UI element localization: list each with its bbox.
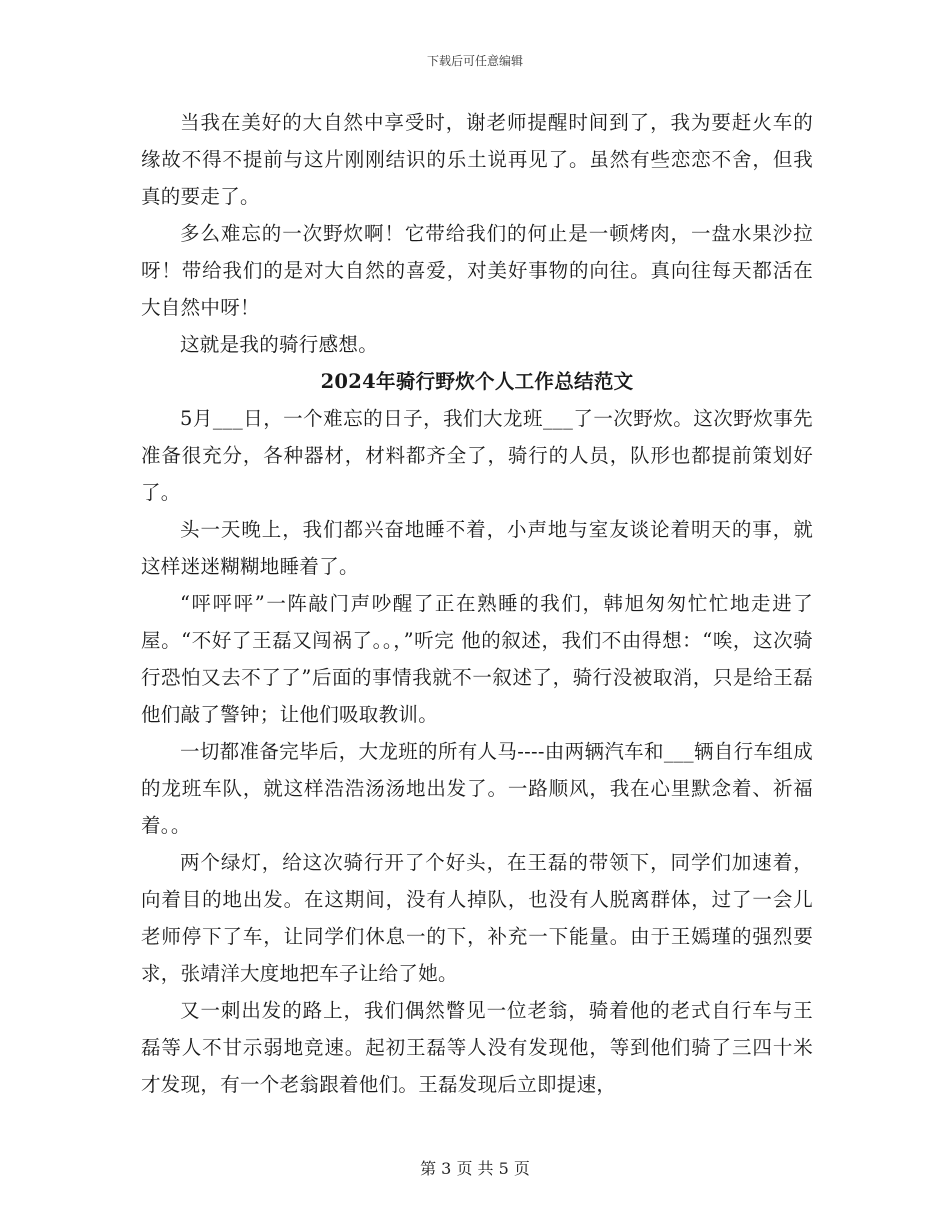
document-body	[141, 104, 813, 1103]
paragraph: 头一天晚上，我们都兴奋地睡不着，小声地与室友谈论着明天的事，就这样迷迷糊糊地睡着了。	[141, 518, 813, 578]
page-header: 下载后可任意编辑	[426, 54, 523, 68]
paragraph: 5月___日，一个难忘的日子，我们大龙班___了一次野炊。这次野炊事先准备很充分，各种器材，材料都齐全了，骑行的人员，队形也都提前策划好了。	[141, 407, 813, 504]
paragraph: 又一刺出发的路上，我们偶然瞥见一位老翁，骑着他的老式自行车与王磊等人不甘示弱地竞速。起初王磊等人没有发现他，等到他们骑了三四十米才发现，有一个老翁跟着他们。王磊发现后立即提速，	[141, 999, 813, 1096]
paragraph: 两个绿灯，给这次骑行开了个好头，在王磊的带领下，同学们加速着，向着目的地出发。在这期间，没有人掉队，也没有人脱离群体，过了一会儿老师停下了车，让同学们休息一的下，补充一下能量。由于王嫣瑾的强烈要求，张靖洋大度地把车子让给了她。	[141, 851, 813, 985]
paragraph: 多么难忘的一次野炊啊！它带给我们的何止是一顿烤肉，一盘水果沙拉呀！带给我们的是对大自然的喜爱，对美好事物的向往。真向往每天都活在大自然中呀！	[141, 222, 813, 319]
paragraph: 一切都准备完毕后，大龙班的所有人马----由两辆汽车和___辆自行车组成的龙班车队，就这样浩浩汤汤地出发了。一路顺风，我在心里默念着、祈福着。。	[141, 740, 813, 837]
page-footer: 第 3 页 共 5 页	[420, 1159, 530, 1178]
paragraph: 这就是我的骑行感想。	[180, 333, 379, 356]
paragraph: “呯呯呯”一阵敲门声吵醒了正在熟睡的我们，韩旭匆匆忙忙地走进了屋。“不好了王磊又闯祸了。。，”听完 他的叙述，我们不由得想：“唉，这次骑行恐怕又去不了了”后面的事情我就不一叙述了，骑行没被取消，只是给王磊他们敲了警钟；让他们吸取教训。	[141, 592, 813, 726]
section-title: 2024年骑行野炊个人工作总结范文	[320, 370, 634, 393]
paragraph: 当我在美好的大自然中享受时，谢老师提醒时间到了，我为要赶火车的缘故不得不提前与这片刚刚结识的乐土说再见了。虽然有些恋恋不舍，但我真的要走了。	[141, 111, 813, 208]
